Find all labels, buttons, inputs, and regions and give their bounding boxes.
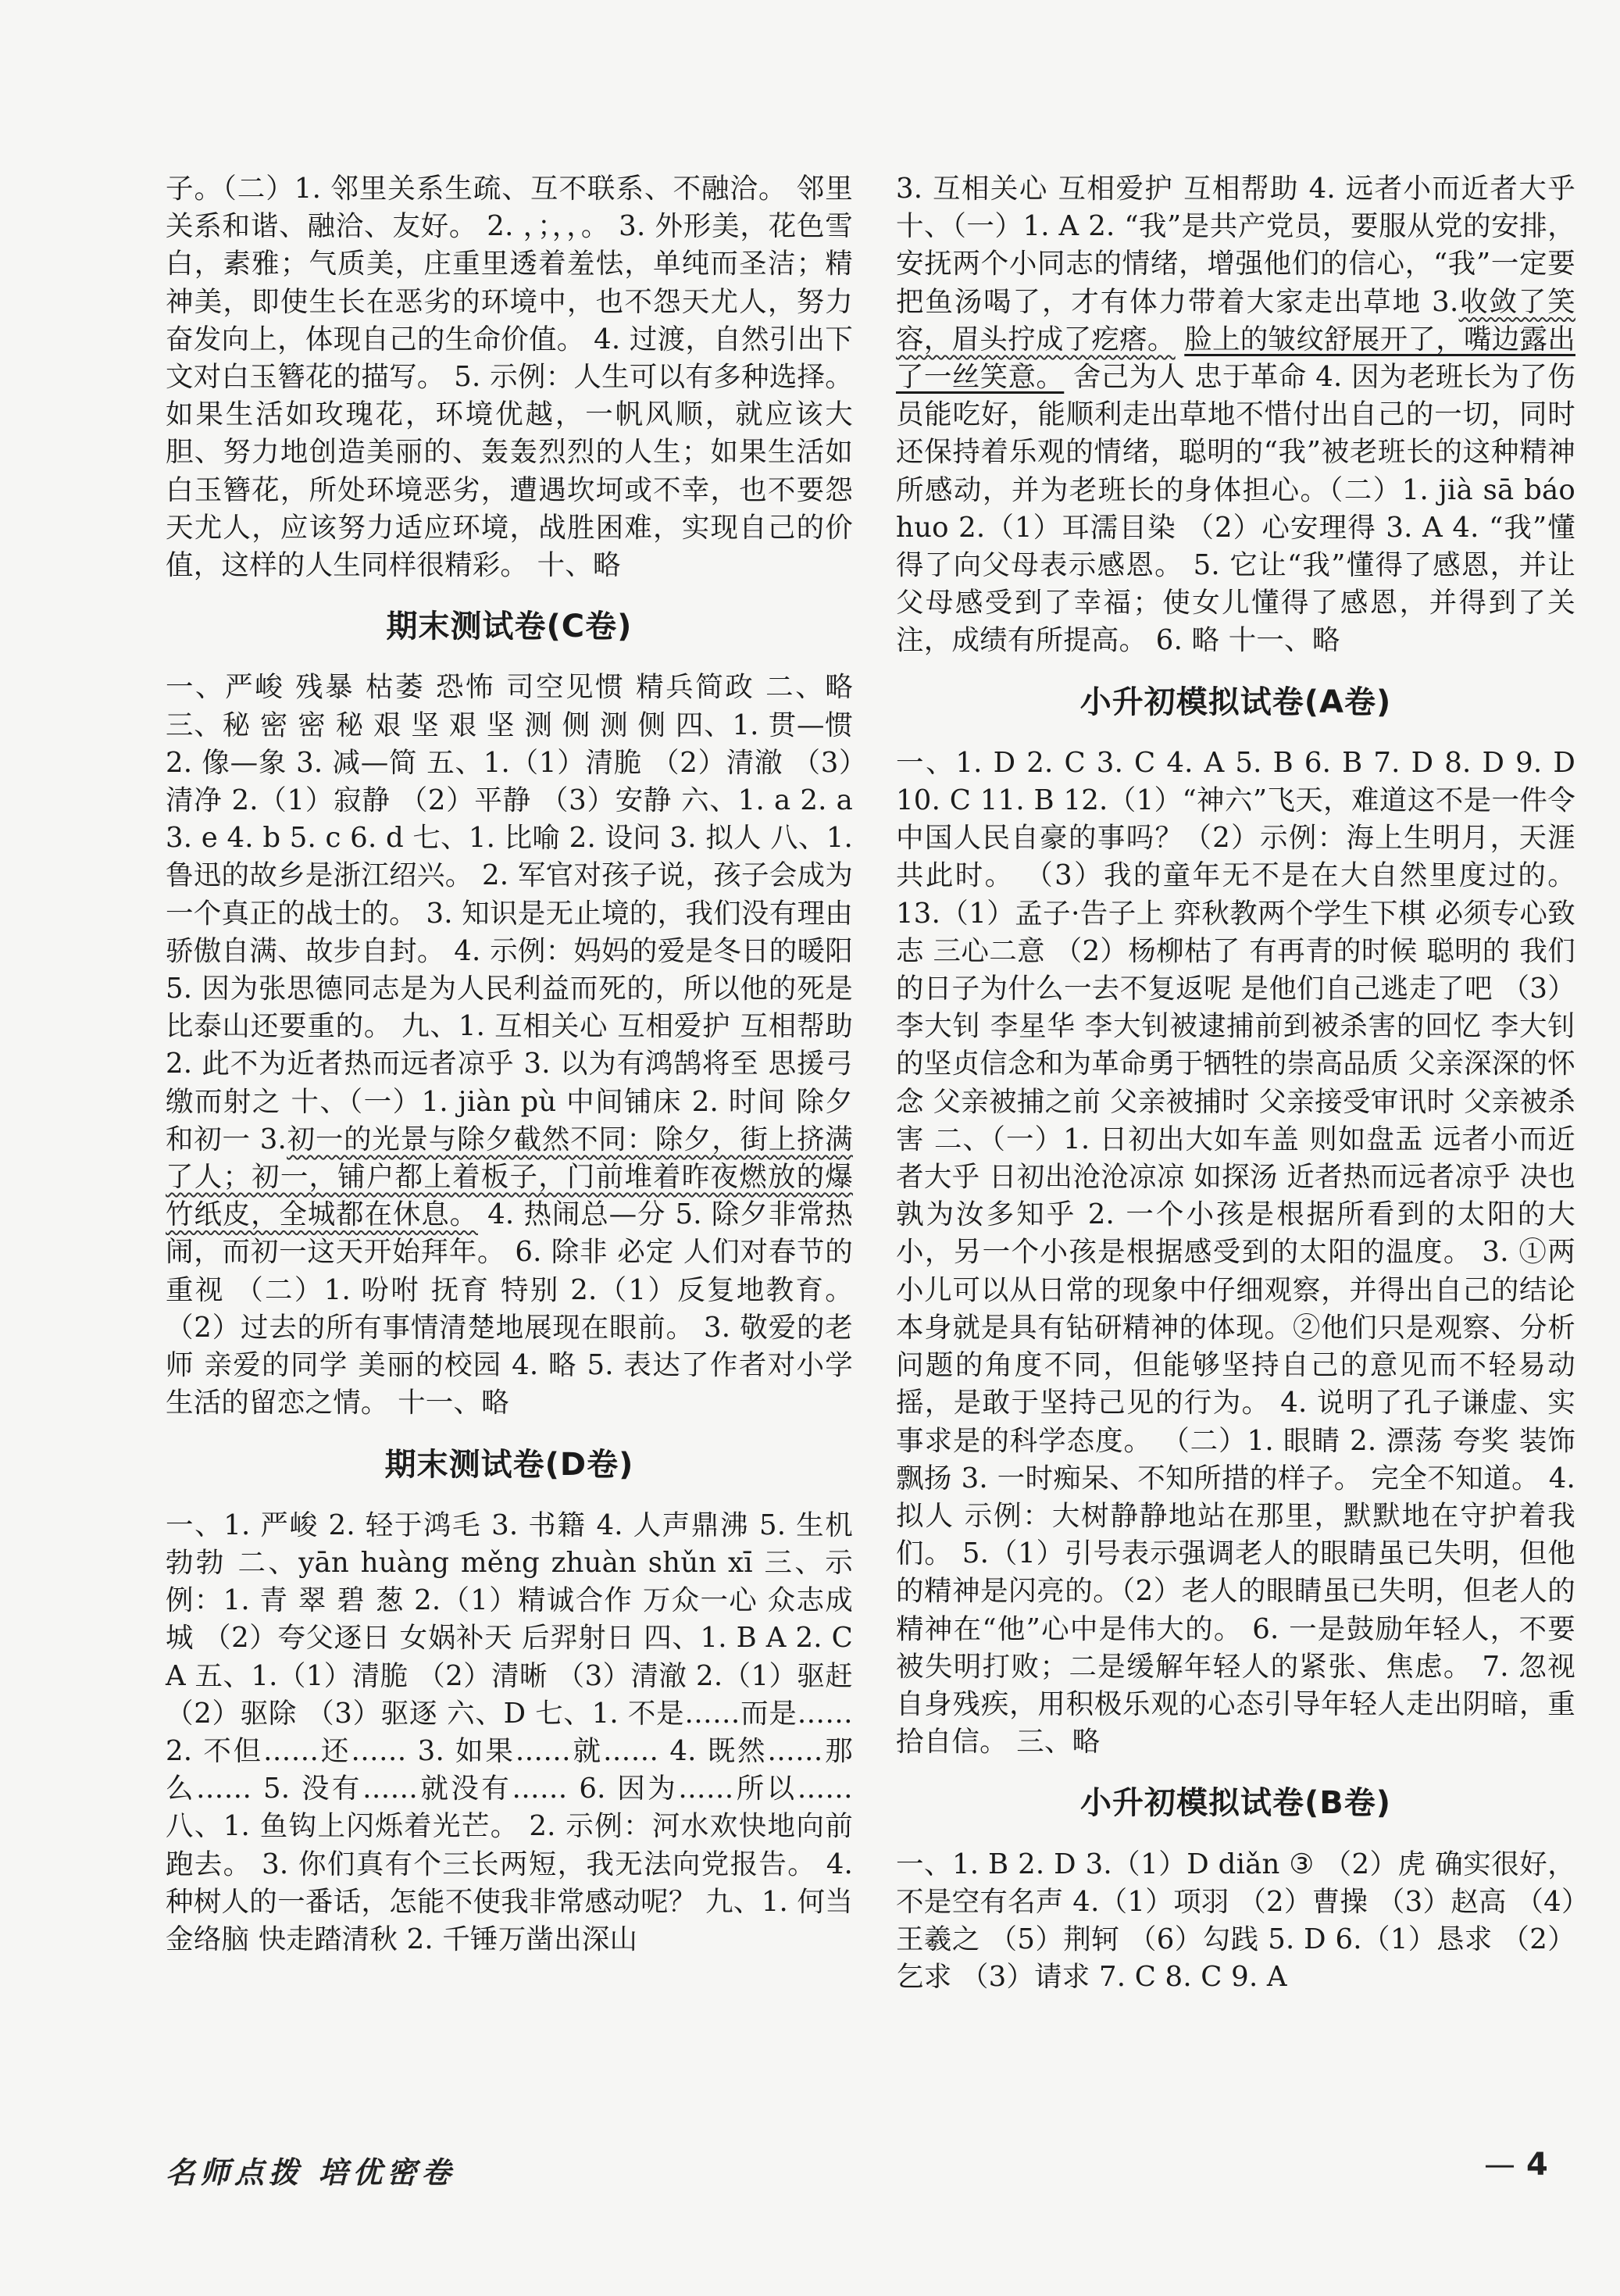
footer-page-number [1484,2147,1548,2183]
section-heading-final-test-c: 期末测试卷(C卷) [386,609,633,645]
answer-block-mock-test-a: 一、1. D 2. C 3. C 4. A 5. B 6. B 7. D 8. D 9. D 10. C 11. B 12.（1）“神六”飞天，难道这不是一件令中国人民自豪的事吗？（2）示例：海上生明月，天涯共此时。 （3）我的童年无不是在大自然里度过的。 13.（1）孟子·告子上 弈秋教两个学生下棋 必须专心致志 三心二意 （2）杨柳枯了 有再青的时候 聪明的 我们的日子为什么一去不复返呢 是他们自己逃走了吧 （3）李大钊 李星华 李大钊被逮捕前到被杀害的回忆 李大钊的坚贞信念和为革命勇于牺牲的崇高品质 父亲深深的怀念 父亲被捕之前 父亲被捕时 父亲接受审讯时 父亲被杀害 二、（一）1. 日初出大如车盖 则如盘盂 远者小而近者大乎 日初出沧沧凉凉 如探汤 近者热而远者凉乎 决也 孰为汝多知乎 2. 一个小孩是根据所看到的太阳的大小，另一个小孩是根据感受到的太阳的温度。 3. ①两小儿可以从日常的现象中仔细观察，并得出自己的结论本身就是具有钻研精神的体现。②他们只是观察、分析问题的角度不同，但能够坚持自己的意见而不轻易动摇，是敢于坚持己见的行为。 4. 说明了孔子谦虚、实事求是的科学态度。 （二）1. 眼睛 2. 漂荡 夸奖 装饰 飘扬 3. 一时痴呆、不知所措的样子。 完全不知道。 4. 拟人 示例：大树静静地站在那里，默默地在守护着我们。 5.（1）引号表示强调老人的眼睛虽已失明，但他的精神是闪亮的。（2）老人的眼睛虽已失明，但老人的精神在“他”心中是伟大的。 6. 一是鼓励年轻人，不要被失明打败；二是缓解年轻人的紧张、焦虑。 7. 忽视自身残疾，用积极乐观的心态引导年轻人走出阴暗，重拾自信。 三、略 [896,746,1575,1759]
answer-block-final-test-d: 一、1. 严峻 2. 轻于鸿毛 3. 书籍 4. 人声鼎沸 5. 生机勃勃 二、yān huàng měng zhuàn shǔn xī 三、示例：1. 青 翠 碧 葱 2.（1）精诚合作 万众一心 众志成城 （2）夸父逐日 女娲补天 后羿射日 四、1. B A 2. C A 五、1.（1）清脆 （2）清晰 （3）清澈 2.（1）驱赶 （2）驱除 （3）驱逐 六、D 七、1. 不是……而是…… 2. 不但……还…… 3. 如果……就…… 4. 既然……那么…… 5. 没有……就没有…… 6. 因为……所以…… 八、1. 鱼钩上闪烁着光芒。 2. 示例：河水欢快地向前跑去。 3. 你们真有个三长两短，我无法向党报告。 4. 种树人的一番话，怎能不使我非常感动呢？ 九、1. 何当金络脑 快走踏清秋 2. 千锤万凿出深山 [166,1509,853,1955]
answer-block-final-test-d-continued: 3. 互相关心 互相爱护 互相帮助 4. 远者小而近者大乎 十、（一）1. A 2. “我”是共产党员，要服从党的安排，安抚两个小同志的情绪，增强他们的信心，“我”一定要把鱼汤喝了，才有体力带着大家走出草地 3.收敛了笑容，眉头拧成了疙瘩。 脸上的皱纹舒展开了，嘴边露出了一丝笑意。 舍己为人 忠于革命 4. 因为老班长为了伤员能吃好，能顺利走出草地不惜付出自己的一切，同时还保持着乐观的情绪，聪明的“我”被老班长的这种精神所感动，并为老班长的身体担心。（二）1. jià sā báo huo 2.（1）耳濡目染 （2）心安理得 3. A 4. “我”懂得了向父母表示感恩。 5. 它让“我”懂得了感恩，并让父母感受到了幸福；使女儿懂得了感恩，并得到了关注，成绩有所提高。 6. 略 十一、略 [896,173,1575,657]
underlined-answer-2: 脸上的皱纹舒展开了，嘴边露出了一丝笑意。 [896,323,1575,394]
answer-block-final-test-c: 一、严峻 残暴 枯萎 恐怖 司空见惯 精兵简政 二、略 三、秘 密 密 秘 艰 坚 艰 坚 测 侧 测 侧 四、1. 贯—惯 2. 像—象 3. 减—简 五、1.（1）清脆 （2）清澈 （3）清净 2.（1）寂静 （2）平静 （3）安静 六、1. a 2. a 3. e 4. b 5. c 6. d 七、1. 比喻 2. 设问 3. 拟人 八、1. 鲁迅的故乡是浙江绍兴。 2. 军官对孩子说，孩子会成为一个真正的战士的。 3. 知识是无止境的，我们没有理由骄傲自满、故步自封。 4. 示例：妈妈的爱是冬日的暖阳 5. 因为张思德同志是为人民利益而死的，所以他的死是比泰山还要重的。 九、1. 互相关心 互相爱护 互相帮助 2. 此不为近者热而远者凉乎 3. 以为有鸿鹄将至 思援弓缴而射之 十、（一）1. jiàn pù 中间铺床 2. 时间 除夕和初一 3.初一的光景与除夕截然不同：除夕，街上挤满了人；初一，铺户都上着板子，门前堆着昨夜燃放的爆竹纸皮，全城都在休息。 4. 热闹总—分 5. 除夕非常热闹，而初一这天开始拜年。 6. 除非 必定 人们对春节的重视 （二）1. 吩咐 抚育 特别 2.（1）反复地教育。（2）过去的所有事情清楚地展现在眼前。 3. 敬爱的老师 亲爱的同学 美丽的校园 4. 略 5. 表达了作者对小学生活的留恋之情。 十一、略 [166,671,853,1419]
answer-block-previous-continued: 子。（二）1. 邻里关系生疏、互不联系、不融洽。 邻里关系和谐、融洽、友好。 2. ，；，，。 3. 外形美，花色雪白，素雅；气质美，庄重里透着羞怯，单纯而圣洁；精神美，即使生长在恶劣的环境中，也不怨天尤人，努力奋发向上，体现自己的生命价值。 4. 过渡，自然引出下文对白玉簪花的描写。 5. 示例：人生可以有多种选择。如果生活如玫瑰花，环境优越，一帆风顺，就应该大胆、努力地创造美丽的、轰轰烈烈的人生；如果生活如白玉簪花，所处环境恶劣，遭遇坎坷或不幸，也不要怨天尤人，应该努力适应环境，战胜困难，实现自己的价值，这样的人生同样很精彩。 十、略 [166,173,853,582]
section-heading-mock-test-b: 小升初模拟试卷(B卷) [1079,1785,1392,1822]
wavy-underlined-answer-1: 收敛了笑容，眉头拧成了疙瘩。 [896,285,1575,355]
page-number: 4 [1526,2147,1548,2183]
footer-brand: 名师点拨 培优密卷 [166,2155,456,2190]
footer-dash: — [1484,2147,1515,2183]
left-column [166,170,853,1959]
right-column [896,170,1575,1996]
wavy-underlined-answer: 初一的光景与除夕截然不同：除夕，街上挤满了人；初一，铺户都上着板子，门前堆着昨夜燃放的爆竹纸皮，全城都在休息。 [166,1123,853,1231]
answer-block-mock-test-b: 一、1. B 2. D 3.（1）D diǎn ③ （2）虎 确实很好，不是空有名声 4.（1）项羽 （2）曹操 （3）赵高 （4）王羲之 （5）荆轲 （6）勾践 5. D 6.（1）恳求 （2）乞求 （3）请求 7. C 8. C 9. A [896,1848,1575,1994]
section-heading-mock-test-a: 小升初模拟试卷(A卷) [1079,684,1392,720]
section-heading-final-test-d: 期末测试卷(D卷) [384,1446,634,1483]
